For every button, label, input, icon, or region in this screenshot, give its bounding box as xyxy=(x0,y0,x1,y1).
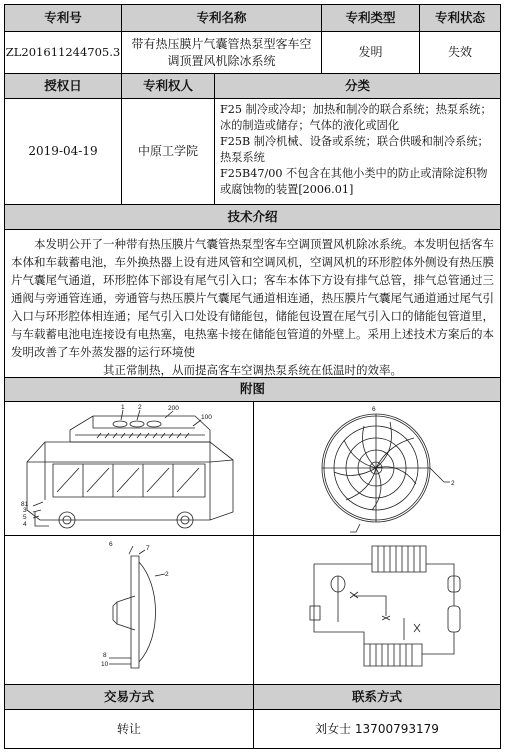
patent-sheet xyxy=(4,4,501,749)
patentee: 中原工学院 xyxy=(122,99,215,205)
fig3-label: 7 xyxy=(146,545,150,552)
contact-info: 刘女士 13700793179 xyxy=(315,721,439,736)
header-patent-no: 专利号 xyxy=(5,5,122,32)
system-schematic-drawing xyxy=(254,536,500,684)
fig1-label: 3 xyxy=(23,507,27,514)
side-view-drawing xyxy=(5,536,252,684)
header-patent-type: 专利类型 xyxy=(322,5,420,32)
trade-method: 转让 xyxy=(5,710,254,748)
fig2-label: 2 xyxy=(451,480,455,487)
patent-type: 发明 xyxy=(322,32,420,74)
tech-intro-body xyxy=(5,230,500,378)
fig1-label: 200 xyxy=(168,405,179,412)
fig3-label: 8 xyxy=(103,652,107,659)
header-trade-method: 交易方式 xyxy=(5,685,254,710)
patent-name: 带有热压膜片气囊管热泵型客车空调顶置风机除冰系统 xyxy=(122,32,322,74)
patent-number: ZL201611244705.3 xyxy=(5,32,122,74)
figure-side-view-diagram xyxy=(5,536,254,685)
figure-fan-diagram xyxy=(254,402,500,536)
patent-status: 失效 xyxy=(420,32,500,74)
fig2-label: 6 xyxy=(372,406,376,413)
bus-drawing xyxy=(5,402,252,535)
fig1-label: 2 xyxy=(138,404,142,411)
header-grant-date: 授权日 xyxy=(5,74,122,99)
fig1-label: 100 xyxy=(201,414,212,421)
header-tech-intro: 技术介绍 xyxy=(5,205,500,230)
fig1-label: 81 xyxy=(21,501,29,508)
header-classification: 分类 xyxy=(215,74,500,99)
classification-list xyxy=(215,99,500,205)
classification-item: F25 制冷或冷却；加热和制冷的联合系统；热泵系统；冰的制造或储存；气体的液化或固化 xyxy=(220,103,492,132)
fig3-label: 10 xyxy=(101,661,109,668)
grant-date: 2019-04-19 xyxy=(5,99,122,205)
fig1-label: 1 xyxy=(121,404,125,411)
tech-intro-last-line: 其正常制热，从而提高客车空调热泵系统在低温时的效率。 xyxy=(103,362,402,377)
header-patent-name: 专利名称 xyxy=(122,5,322,32)
figure-system-schematic xyxy=(254,536,500,685)
fig3-label: 6 xyxy=(109,541,113,548)
fan-drawing xyxy=(254,402,500,535)
classification-item: F25B47/00 不包含在其他小类中的防止或清除淀积物或腐蚀物的装置[2006.01] xyxy=(220,166,488,196)
header-patent-status: 专利状态 xyxy=(420,5,500,32)
header-figures: 附图 xyxy=(5,378,500,402)
fig3-label: 2 xyxy=(165,571,169,578)
fig1-label: 5 xyxy=(23,514,27,521)
tech-intro-paragraph: 本发明公开了一种带有热压膜片气囊管热泵型客车空调顶置风机除冰系统。本发明包括客车本体和车载蓄电池，车外换热器上设有进风管和空调风机，空调风机的环形腔体外侧设有热压膜片气囊尾气通道，环形腔体下部设有尾气引入口；客车本体下方设有排气总管，排气总管通过三通阀与旁通管连通，旁通管与热压膜片气囊尾气通道相连通，热压膜片气囊尾气通道通过尾气引入口与环形腔体相连通；尾气引入口处设有储能包，储能包设置在尾气引入口的储能包管道里，与车载蓄电池电连接设有电热塞，电热塞卡接在储能包管道的外壁上。采用上述技术方案后的本发明改善了车外蒸发器的运行环境使 xyxy=(11,237,494,359)
fig1-label: 4 xyxy=(23,521,27,528)
header-contact-method: 联系方式 xyxy=(254,685,500,710)
classification-item: F25B 制冷机械、设备或系统；联合供暖和制冷系统；热泵系统 xyxy=(220,134,489,164)
header-patentee: 专利权人 xyxy=(122,74,215,99)
figure-bus-diagram xyxy=(5,402,254,536)
